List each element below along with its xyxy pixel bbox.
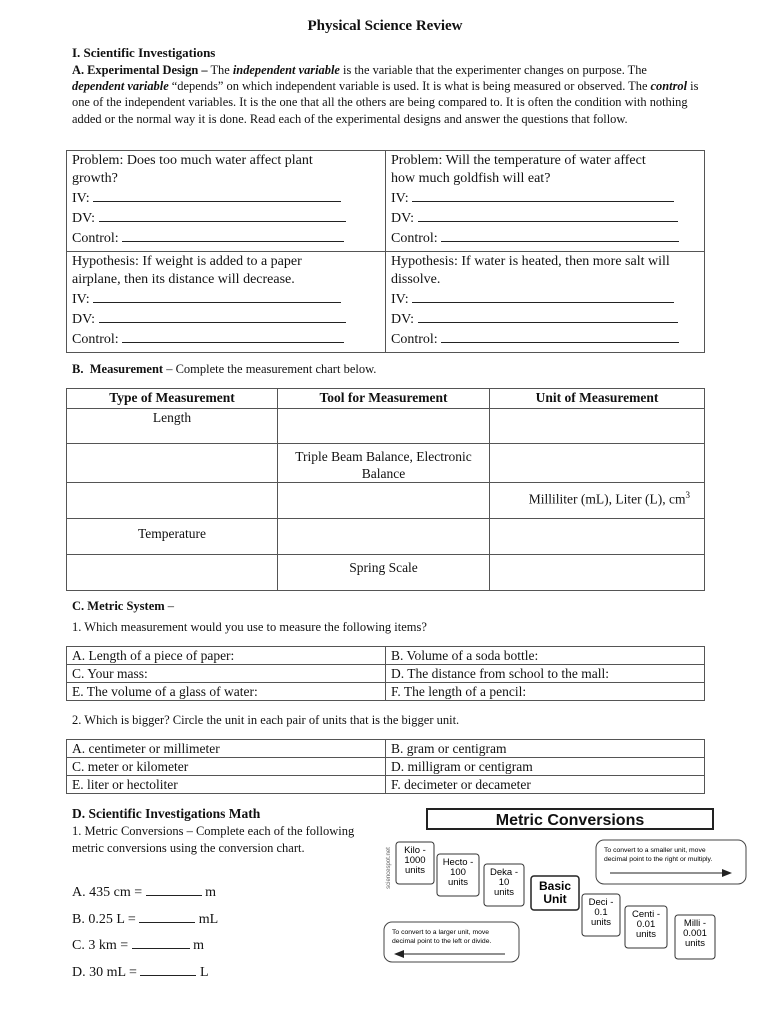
cell-tool: Spring Scale — [278, 555, 490, 591]
item-cell: D. The distance from school to the mall: — [386, 665, 705, 683]
control-answer-blank[interactable] — [441, 329, 679, 343]
control-answer-blank[interactable] — [441, 228, 679, 242]
item-cell: E. The volume of a glass of water: — [67, 683, 386, 701]
cell-unit[interactable] — [490, 444, 705, 483]
iv-answer-blank[interactable] — [93, 289, 341, 303]
unit-pairs-table — [66, 739, 705, 794]
conversion-problem — [72, 882, 216, 901]
para-text: is one of the independent variables. It is the one that all the others are being compared to. It is often the condition with nothing added or the normal way it is done. Read each of the experimental designs and answer the questions that follow. — [72, 79, 699, 126]
answer-blank[interactable] — [139, 909, 195, 923]
control-label: Control: — [72, 332, 119, 347]
metric-dash: – — [164, 599, 175, 613]
pair-cell[interactable]: F. decimeter or decameter — [386, 776, 705, 794]
pair-cell[interactable]: E. liter or hectoliter — [67, 776, 386, 794]
control-label: Control: — [72, 231, 119, 246]
iv-label: IV: — [391, 292, 409, 307]
problem-unit: mL — [195, 912, 219, 927]
conversion-problem — [72, 962, 209, 981]
design-cell — [67, 252, 386, 353]
answer-blank[interactable] — [140, 962, 196, 976]
dv-label: DV: — [391, 312, 415, 327]
para-text: The — [207, 63, 233, 77]
para-text: “depends” on which independent variable is used. It is what is being measured or observed. The — [168, 79, 651, 94]
step-value: 10 — [498, 877, 510, 888]
cell-type: Length — [67, 409, 278, 444]
step-value: 0.01 — [636, 919, 656, 930]
term-independent-variable: independent variable — [232, 63, 340, 77]
control-answer-blank[interactable] — [122, 329, 344, 343]
step-value: 100 — [450, 867, 466, 878]
dv-answer-blank[interactable] — [418, 309, 678, 323]
step-name: Hecto - — [442, 857, 474, 868]
step-unit: units — [493, 887, 515, 898]
step-unit: units — [635, 929, 657, 940]
item-cell: F. The length of a pencil: — [386, 683, 705, 701]
metric-question-2: 2. Which is bigger? Circle the unit in each pair of units that is the bigger unit. — [72, 713, 460, 727]
iv-label: IV: — [391, 191, 409, 206]
step-unit: Unit — [543, 892, 567, 906]
cell-type: Temperature — [67, 519, 278, 555]
dv-label: DV: — [72, 211, 96, 226]
unit-superscript: 3 — [685, 490, 690, 500]
control-label: Control: — [391, 332, 438, 347]
cell-tool[interactable] — [278, 519, 490, 555]
smaller-note-line: decimal point to the right or multiply. — [604, 856, 713, 863]
answer-blank[interactable] — [132, 935, 190, 949]
design-cell — [386, 151, 705, 252]
step-unit: units — [590, 917, 612, 928]
step-name: Deka - — [490, 867, 518, 878]
step-value: 0.1 — [594, 907, 608, 918]
step-name: Kilo - — [404, 845, 426, 856]
iv-answer-blank[interactable] — [93, 188, 341, 202]
cell-type[interactable] — [67, 444, 278, 483]
pair-cell[interactable]: B. gram or centigram — [386, 740, 705, 758]
design-line: Problem: Will the temperature of water affect — [391, 153, 646, 168]
watermark: sciencespot.net — [386, 847, 392, 889]
cell-type[interactable] — [67, 555, 278, 591]
design-line: Problem: Does too much water affect plant — [72, 153, 313, 168]
cell-unit — [490, 483, 705, 519]
metric-heading-line — [72, 599, 174, 614]
step-name: Deci - — [588, 897, 614, 908]
step-unit: units — [447, 877, 469, 888]
step-name: Basic — [538, 879, 572, 893]
pair-cell[interactable]: C. meter or kilometer — [67, 758, 386, 776]
dv-answer-blank[interactable] — [418, 208, 678, 222]
measurement-letter: B. — [72, 362, 84, 376]
cell-unit[interactable] — [490, 555, 705, 591]
cell-tool[interactable] — [278, 409, 490, 444]
para-text: is the variable that the experimenter changes on purpose. The — [339, 63, 647, 77]
col-header-type: Type of Measurement — [67, 389, 278, 409]
iv-answer-blank[interactable] — [412, 289, 674, 303]
item-cell: B. Volume of a soda bottle: — [386, 647, 705, 665]
design-cell — [67, 151, 386, 252]
step-value: 1000 — [404, 855, 426, 866]
conversion-problem — [72, 909, 218, 928]
step-value: 0.001 — [683, 928, 707, 939]
cell-unit[interactable] — [490, 519, 705, 555]
design-line: how much goldfish will eat? — [391, 171, 551, 186]
metric-question-1: 1. Which measurement would you use to measure the following items? — [72, 620, 427, 634]
unit-volume-text: Milliliter (mL), Liter (L), cm — [528, 491, 686, 507]
measurement-heading: Measurement — [89, 362, 164, 376]
cell-type[interactable] — [67, 483, 278, 519]
math-heading: D. Scientific Investigations Math — [72, 806, 261, 821]
pair-cell[interactable]: D. milligram or centigram — [386, 758, 705, 776]
cell-tool: Triple Beam Balance, Electronic Balance — [278, 444, 490, 483]
iv-label: IV: — [72, 292, 90, 307]
term-dependent-variable: dependent variable — [72, 79, 169, 94]
design-cell — [386, 252, 705, 353]
smaller-note-line: To convert to a smaller unit, move — [604, 847, 706, 854]
problem-unit: m — [189, 938, 205, 953]
section-heading-investigations: I. Scientific Investigations — [72, 45, 216, 60]
item-cell: C. Your mass: — [67, 665, 386, 683]
measurement-items-table — [66, 646, 705, 701]
page-title: Physical Science Review — [307, 18, 463, 34]
metric-conversions-chart — [380, 806, 752, 966]
cell-unit[interactable] — [490, 409, 705, 444]
larger-note-line: To convert to a larger unit, move — [392, 929, 490, 936]
control-answer-blank[interactable] — [122, 228, 344, 242]
design-line: airplane, then its distance will decrease. — [72, 272, 295, 287]
experimental-design-table — [66, 150, 705, 353]
problem-text: C. 3 km = — [72, 938, 132, 953]
design-line: Hypothesis: If weight is added to a paper — [72, 254, 302, 269]
col-header-tool: Tool for Measurement — [278, 389, 490, 409]
dv-label: DV: — [391, 211, 415, 226]
measurement-chart — [66, 388, 705, 591]
dv-answer-blank[interactable] — [99, 208, 346, 222]
dv-label: DV: — [72, 312, 96, 327]
design-line: growth? — [72, 171, 118, 186]
iv-label: IV: — [72, 191, 90, 206]
measurement-heading-line — [72, 362, 376, 377]
design-line: dissolve. — [391, 272, 441, 287]
experimental-design-paragraph — [72, 62, 702, 127]
term-control: control — [650, 79, 688, 94]
answer-blank[interactable] — [146, 882, 202, 896]
conversion-problem — [72, 935, 204, 954]
larger-note-line: decimal point to the left or divide. — [392, 938, 492, 945]
col-header-unit: Unit of Measurement — [490, 389, 705, 409]
measurement-instruction: – Complete the measurement chart below. — [163, 362, 377, 376]
control-label: Control: — [391, 231, 438, 246]
problem-text: A. 435 cm = — [72, 885, 146, 900]
pair-cell[interactable]: A. centimeter or millimeter — [67, 740, 386, 758]
step-unit: units — [404, 865, 426, 876]
problem-unit: m — [201, 885, 216, 900]
step-unit: units — [684, 938, 706, 949]
problem-text: B. 0.25 L = — [72, 912, 140, 927]
dv-answer-blank[interactable] — [99, 309, 346, 323]
math-instruction: 1. Metric Conversions – Complete each of the following metric conversions using the conversion chart. — [72, 824, 355, 855]
metric-heading: C. Metric System — [72, 599, 165, 613]
item-cell: A. Length of a piece of paper: — [67, 647, 386, 665]
step-name: Centi - — [632, 909, 660, 920]
iv-answer-blank[interactable] — [412, 188, 674, 202]
cell-tool[interactable] — [278, 483, 490, 519]
design-line: Hypothesis: If water is heated, then more salt will — [391, 254, 670, 269]
chart-title: Metric Conversions — [495, 812, 645, 829]
problem-text: D. 30 mL = — [72, 965, 141, 980]
subheading-experimental-design: A. Experimental Design – — [72, 63, 208, 77]
problem-unit: L — [196, 965, 209, 980]
step-name: Milli - — [683, 918, 707, 929]
